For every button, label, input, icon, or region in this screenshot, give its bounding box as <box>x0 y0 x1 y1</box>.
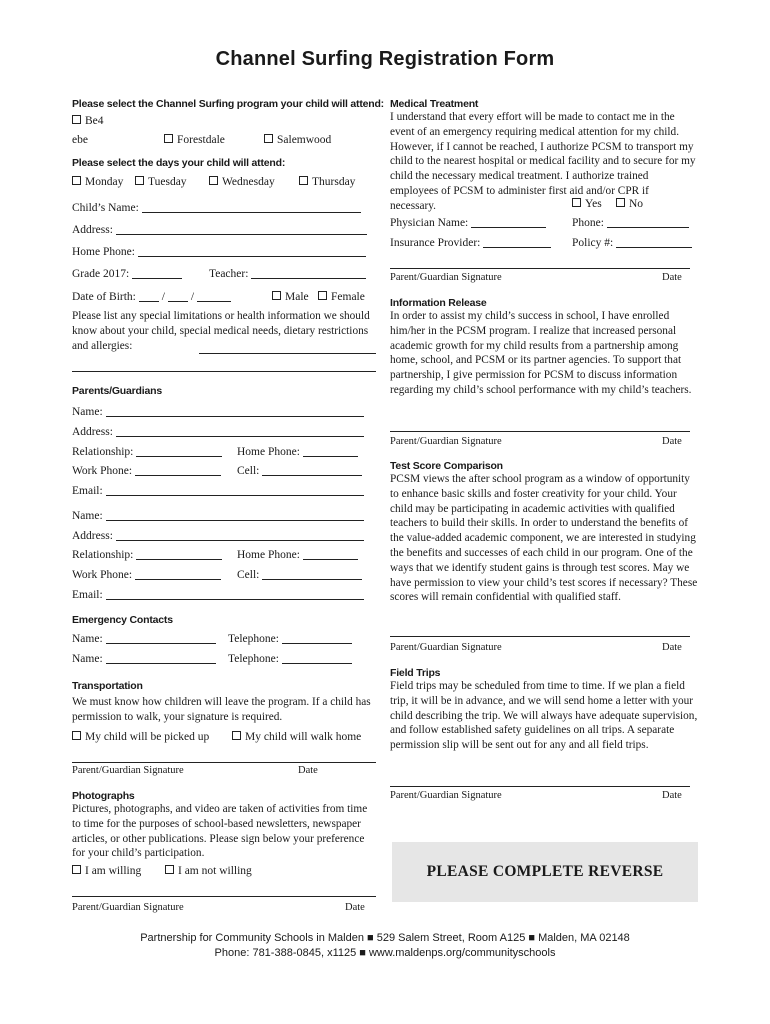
medical-signature-label: Parent/Guardian Signature <box>390 272 502 283</box>
checkbox[interactable] <box>572 198 581 207</box>
dob-day-line[interactable] <box>168 291 188 302</box>
transportation-signature-label: Parent/Guardian Signature <box>72 765 184 776</box>
photographs-signature-label: Parent/Guardian Signature <box>72 902 184 913</box>
field-trips-text: Field trips may be scheduled from time to time. If we plan a field trip, it will be in advance, and we will send home a letter with your child describing the trip. We will always have adequate supervision, and follow established safety guidelines on all trips. A separate permission slip will be sent out for any and all field trips. <box>390 680 698 752</box>
checkbox[interactable] <box>272 291 281 300</box>
program-label-ebe: ebe <box>72 134 88 146</box>
parent1-home-phone-field[interactable]: Home Phone: <box>237 446 358 458</box>
health-info-line-2[interactable] <box>72 371 376 372</box>
parent2-email-field[interactable]: Email: <box>72 589 364 601</box>
checkbox[interactable] <box>165 865 174 874</box>
photographs-signature-line[interactable] <box>72 896 376 897</box>
parent2-home-phone-field[interactable]: Home Phone: <box>237 549 358 561</box>
childs-name-line[interactable] <box>142 202 361 213</box>
info-release-heading: Information Release <box>390 297 487 309</box>
day-option-monday[interactable]: Monday <box>72 176 123 188</box>
parent1-email-line[interactable] <box>106 485 364 496</box>
field-trips-date-label: Date <box>662 790 682 801</box>
emergency2-telephone-line[interactable] <box>282 653 352 664</box>
address-field[interactable]: Address: <box>72 224 367 236</box>
info-release-signature-line[interactable] <box>390 431 690 432</box>
checkbox[interactable] <box>616 198 625 207</box>
transportation-heading: Transportation <box>72 680 143 692</box>
emergency2-name-field[interactable]: Name: <box>72 653 216 665</box>
parent1-cell-line[interactable] <box>262 465 362 476</box>
test-score-heading: Test Score Comparison <box>390 460 503 472</box>
test-score-signature-label: Parent/Guardian Signature <box>390 642 502 653</box>
parent2-home-phone-line[interactable] <box>303 549 358 560</box>
info-release-signature-label: Parent/Guardian Signature <box>390 436 502 447</box>
info-release-text: In order to assist my child’s success in school, I have enrolled him/her in the PCSM program. I realize that increased personal academic growth for my child results from a partnership among home, school, and PCSM or its partner agencies. To support that partnership, I give permission for PCSM to discuss information regarding my child’s school performance with my child’s teachers. <box>390 310 692 396</box>
parent1-cell-field[interactable]: Cell: <box>237 465 362 477</box>
info-release-date-label: Date <box>662 436 682 447</box>
home-phone-field[interactable]: Home Phone: <box>72 246 366 258</box>
program-option-salemwood[interactable]: Salemwood <box>264 134 331 146</box>
parent2-relationship-line[interactable] <box>136 549 222 560</box>
home-phone-line[interactable] <box>138 246 366 257</box>
program-option-forestdale[interactable]: Forestdale <box>164 134 225 146</box>
test-score-date-label: Date <box>662 642 682 653</box>
dob-month-line[interactable] <box>139 291 159 302</box>
grade-line[interactable] <box>132 268 182 279</box>
photographs-text: Pictures, photographs, and video are taken of activities from time to time for the purposes of school-based newsletters, newspaper articles, or other publications. Please sign below your preference for your child’s participation. <box>72 803 368 860</box>
program-option-be4[interactable]: Be4 <box>72 115 104 127</box>
parent1-home-phone-line[interactable] <box>303 446 358 457</box>
medical-date-label: Date <box>662 272 682 283</box>
checkbox[interactable] <box>72 176 81 185</box>
checkbox[interactable] <box>164 134 173 143</box>
parent1-relationship-field[interactable]: Relationship: <box>72 446 222 458</box>
parent1-work-phone-field[interactable]: Work Phone: <box>72 465 221 477</box>
parent1-work-phone-line[interactable] <box>135 465 221 476</box>
walk-home-option[interactable]: My child will walk home <box>232 731 361 743</box>
field-trips-signature-label: Parent/Guardian Signature <box>390 790 502 801</box>
medical-text: I understand that every effort will be made to contact me in the event of an emergency requiring medical attention for my child. However, if I cannot be reached, I authorize PCSM to transport my child to the nearest hospital or medical facility and to secure for my child the necessary medical treatment. I authorize trained employees of PCSM to administer first aid and/or CPR if necessary. <box>390 111 696 212</box>
checkbox[interactable] <box>135 176 144 185</box>
policy-number-line[interactable] <box>616 237 692 248</box>
parent1-name-field[interactable]: Name: <box>72 406 364 418</box>
parent2-cell-field[interactable]: Cell: <box>237 569 362 581</box>
day-option-tuesday[interactable]: Tuesday <box>135 176 187 188</box>
physician-phone-line[interactable] <box>607 217 689 228</box>
parent2-address-field[interactable]: Address: <box>72 530 364 542</box>
insurance-provider-line[interactable] <box>483 237 551 248</box>
physician-phone-field[interactable]: Phone: <box>572 217 689 229</box>
grade-field[interactable]: Grade 2017: <box>72 268 182 280</box>
parent1-email-field[interactable]: Email: <box>72 485 364 497</box>
emergency1-telephone-line[interactable] <box>282 633 352 644</box>
checkbox[interactable] <box>318 291 327 300</box>
test-score-signature-line[interactable] <box>390 636 690 637</box>
parent2-relationship-field[interactable]: Relationship: <box>72 549 222 561</box>
parent1-name-line[interactable] <box>106 406 364 417</box>
not-willing-option[interactable]: I am not willing <box>165 865 252 877</box>
parent2-cell-line[interactable] <box>262 569 362 580</box>
address-line[interactable] <box>116 224 367 235</box>
medical-no-option[interactable]: No <box>616 198 643 210</box>
teacher-field[interactable]: Teacher: <box>209 268 366 280</box>
checkbox[interactable] <box>232 731 241 740</box>
parent1-relationship-line[interactable] <box>136 446 222 457</box>
health-info-text: Please list any special limitations or health information we should know about your child, special medical needs, dietary restrictions and allergies: <box>72 310 370 352</box>
emergency1-name-line[interactable] <box>106 633 216 644</box>
emergency2-telephone-field[interactable]: Telephone: <box>228 653 352 665</box>
field-trips-heading: Field Trips <box>390 667 441 679</box>
emergency1-telephone-field[interactable]: Telephone: <box>228 633 352 645</box>
day-option-wednesday[interactable]: Wednesday <box>209 176 275 188</box>
parent1-address-line[interactable] <box>116 426 364 437</box>
please-complete-reverse-banner: PLEASE COMPLETE REVERSE <box>392 842 698 902</box>
parent2-work-phone-line[interactable] <box>135 569 221 580</box>
transportation-signature-line[interactable] <box>72 762 376 763</box>
emergency2-name-line[interactable] <box>106 653 216 664</box>
policy-number-field[interactable]: Policy #: <box>572 237 692 249</box>
medical-yes-option[interactable]: Yes <box>572 198 602 210</box>
test-score-text: PCSM views the after school program as a window of opportunity to enhance basic skills and foster creativity for your child. Your child may be participating in academic activities with qualified teachers to build their skills. In order to understand the benefits of the value-added academic component, we are interested in studying the benefits and successes of each child in our program. One of the ways that we identify student gains is through test scores. May we have permission to view your child’s test scores if necessary? These scores will remain confidential with qualified staff. <box>390 473 698 604</box>
physician-name-line[interactable] <box>471 217 546 228</box>
checkbox[interactable] <box>72 865 81 874</box>
teacher-line[interactable] <box>251 268 366 279</box>
checkbox[interactable] <box>299 176 308 185</box>
photographs-date-label: Date <box>345 902 365 913</box>
medical-heading: Medical Treatment <box>390 98 479 110</box>
childs-name-field[interactable]: Child’s Name: <box>72 202 361 214</box>
parent2-address-line[interactable] <box>116 530 364 541</box>
health-info-line[interactable] <box>199 353 376 354</box>
parent2-work-phone-field[interactable]: Work Phone: <box>72 569 221 581</box>
emergency1-name-field[interactable]: Name: <box>72 633 216 645</box>
dob-year-line[interactable] <box>197 291 231 302</box>
parent1-address-field[interactable]: Address: <box>72 426 364 438</box>
footer-contact: Phone: 781-388-0845, x1125 ■ www.maldenps.org/communityschools <box>214 947 556 959</box>
checkbox[interactable] <box>72 731 81 740</box>
checkbox[interactable] <box>209 176 218 185</box>
transportation-date-label: Date <box>298 765 318 776</box>
checkbox[interactable] <box>72 115 81 124</box>
days-question: Please select the days your child will attend: <box>72 157 286 169</box>
field-trips-signature-line[interactable] <box>390 786 690 787</box>
medical-signature-line[interactable] <box>390 268 690 269</box>
footer-address: Partnership for Community Schools in Malden ■ 529 Salem Street, Room A125 ■ Malden, MA 02148 <box>140 932 630 944</box>
program-question: Please select the Channel Surfing program your child will attend: <box>72 98 384 110</box>
transportation-text: We must know how children will leave the program. If a child has permission to walk, your signature is required. <box>72 696 371 723</box>
checkbox[interactable] <box>264 134 273 143</box>
insurance-provider-field[interactable]: Insurance Provider: <box>390 237 551 249</box>
photographs-heading: Photographs <box>72 790 135 802</box>
day-option-thursday[interactable]: Thursday <box>299 176 355 188</box>
emergency-heading: Emergency Contacts <box>72 614 173 626</box>
dob-field[interactable]: Date of Birth: / / <box>72 291 231 303</box>
picked-up-option[interactable]: My child will be picked up <box>72 731 209 743</box>
parents-heading: Parents/Guardians <box>72 385 162 397</box>
gender-male-option[interactable]: Male <box>272 291 309 303</box>
gender-female-option[interactable]: Female <box>318 291 365 303</box>
parent2-name-field[interactable]: Name: <box>72 510 364 522</box>
willing-option[interactable]: I am willing <box>72 865 141 877</box>
physician-name-field[interactable]: Physician Name: <box>390 217 546 229</box>
parent2-name-line[interactable] <box>106 510 364 521</box>
parent2-email-line[interactable] <box>106 589 364 600</box>
form-title: Channel Surfing Registration Form <box>215 48 555 70</box>
